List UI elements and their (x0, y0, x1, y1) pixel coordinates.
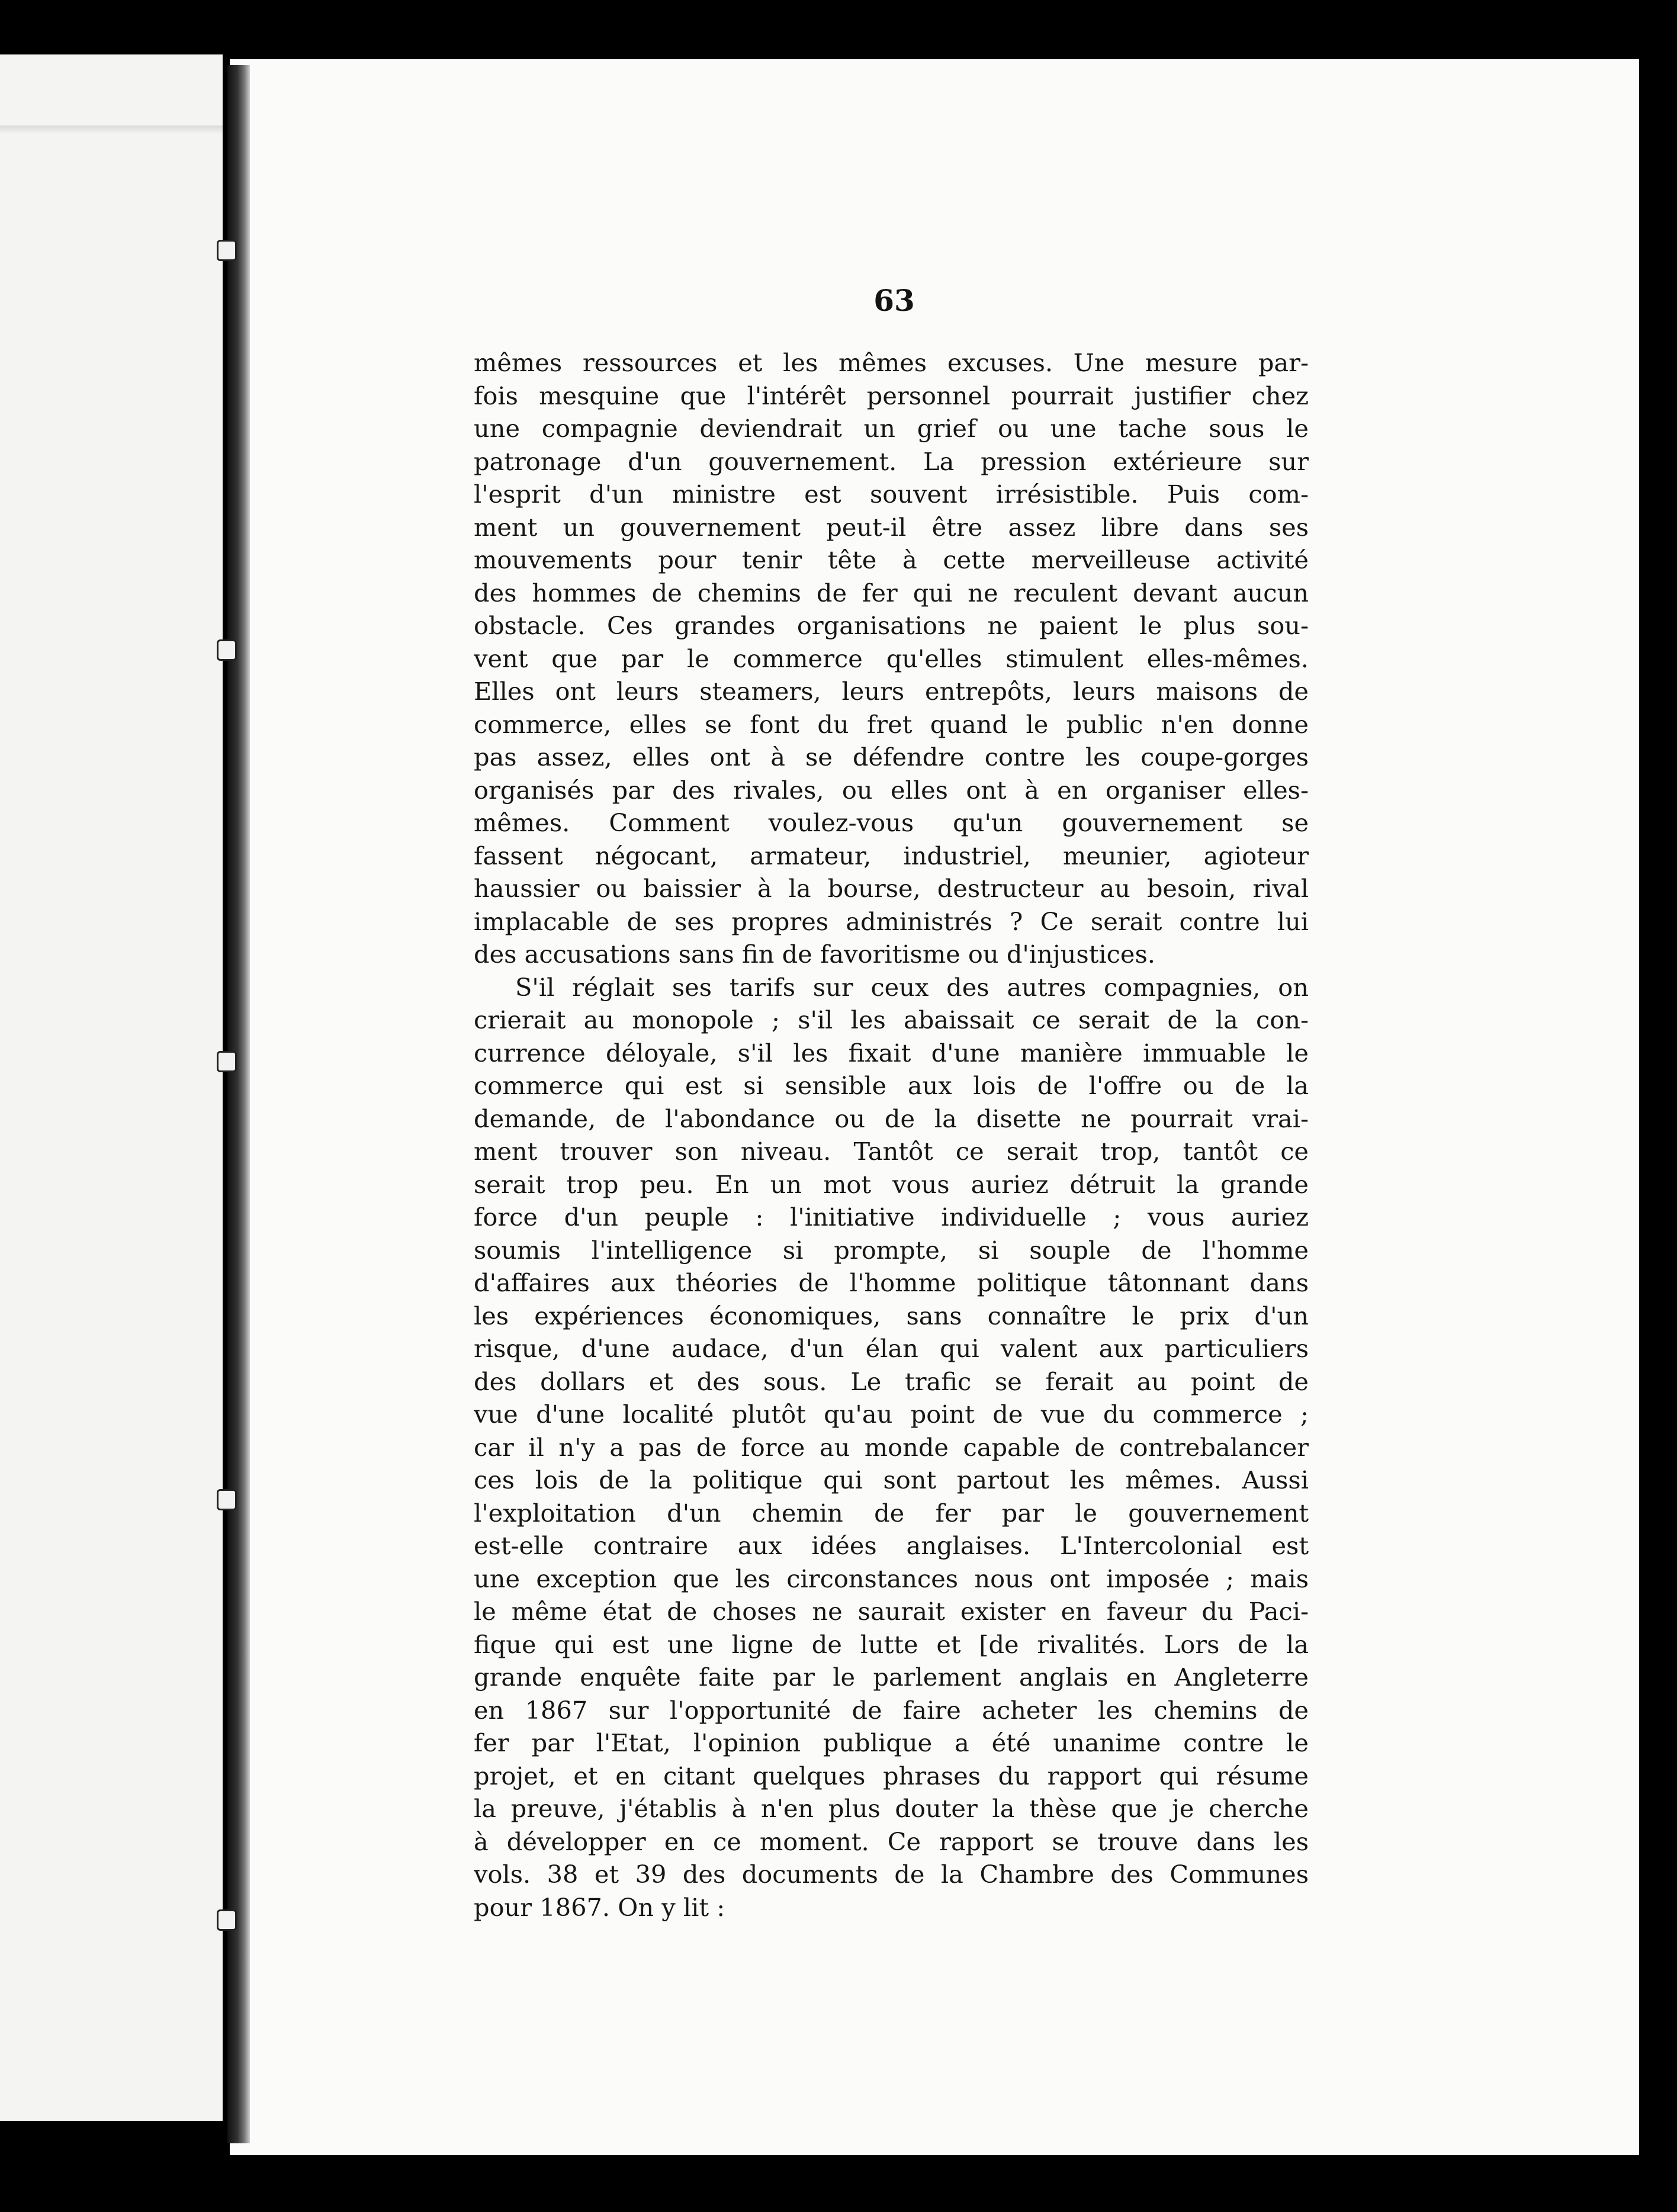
binding-stitch (217, 240, 237, 261)
text-line: grande enquête faite par le parlement anglais en Angleterre (474, 1663, 1309, 1692)
text-line: fer par l'Etat, l'opinion publique a été unanime contre le (474, 1728, 1309, 1757)
text-line: mouvements pour tenir tête à cette merveilleuse activité (474, 545, 1309, 574)
text-line: pas assez, elles ont à se défendre contre les coupe-gorges (474, 742, 1309, 771)
text-line: ces lois de la politique qui sont partout les mêmes. Aussi (474, 1465, 1309, 1494)
page-number: 63 (873, 283, 915, 318)
text-line: en 1867 sur l'opportunité de faire acheter les chemins de (474, 1695, 1309, 1725)
text-line: fois mesquine que l'intérêt personnel pourrait justifier chez (474, 381, 1309, 410)
text-line: crierait au monopole ; s'il les abaissait ce serait de la con- (474, 1005, 1309, 1034)
text-line: obstacle. Ces grandes organisations ne paient le plus sou- (474, 611, 1309, 640)
left-page-shadow (0, 126, 223, 134)
text-line: l'esprit d'un ministre est souvent irrésistible. Puis com- (474, 480, 1309, 509)
body-text (474, 346, 1309, 1924)
text-line: l'exploitation d'un chemin de fer par le gouvernement (474, 1498, 1309, 1528)
text-line: commerce, elles se font du fret quand le public n'en donne (474, 709, 1309, 739)
text-line: des accusations sans fin de favoritisme ou d'injustices. (474, 940, 1155, 969)
text-line: soumis l'intelligence si prompte, si souple de l'homme (474, 1235, 1309, 1265)
left-page-edge (0, 54, 223, 2121)
book-binding (227, 65, 250, 2143)
text-line: force d'un peuple : l'initiative individuelle ; vous auriez (474, 1203, 1309, 1232)
text-line: organisés par des rivales, ou elles ont à en organiser elles- (474, 775, 1309, 805)
text-line: commerce qui est si sensible aux lois de l'offre ou de la (474, 1071, 1309, 1100)
text-line: car il n'y a pas de force au monde capable de contrebalancer (474, 1432, 1309, 1462)
text-line: les expériences économiques, sans connaître le prix d'un (474, 1301, 1309, 1330)
text-line: mêmes. Comment voulez-vous qu'un gouvernement se (474, 808, 1309, 837)
text-line: S'il réglait ses tarifs sur ceux des autres compagnies, on (515, 972, 1309, 1002)
text-line: à développer en ce moment. Ce rapport se trouve dans les (474, 1827, 1309, 1856)
binding-stitch (217, 1051, 237, 1072)
text-line: fique qui est une ligne de lutte et [de rivalités. Lors de la (474, 1629, 1309, 1659)
text-line: ment un gouvernement peut-il être assez libre dans ses (474, 512, 1309, 542)
text-line: haussier ou baissier à la bourse, destructeur au besoin, rival (474, 874, 1309, 903)
text-line: currence déloyale, s'il les fixait d'une manière immuable le (474, 1038, 1309, 1068)
text-line: ment trouver son niveau. Tantôt ce serait trop, tantôt ce (474, 1137, 1309, 1166)
text-line: des dollars et des sous. Le trafic se ferait au point de (474, 1367, 1309, 1396)
text-line: demande, de l'abondance ou de la disette ne pourrait vrai- (474, 1104, 1309, 1133)
text-line: vue d'une localité plutôt qu'au point de vue du commerce ; (474, 1400, 1309, 1429)
text-line: vols. 38 et 39 des documents de la Chambre des Communes (474, 1860, 1309, 1889)
text-line: pour 1867. On y lit : (474, 1892, 725, 1922)
text-line: mêmes ressources et les mêmes excuses. Une mesure par- (474, 348, 1309, 377)
binding-stitch (217, 1909, 237, 1931)
text-line: une exception que les circonstances nous ont imposée ; mais (474, 1564, 1309, 1593)
text-line: projet, et en citant quelques phrases du rapport qui résume (474, 1761, 1309, 1790)
text-line: fassent négocant, armateur, industriel, meunier, agioteur (474, 841, 1309, 870)
binding-stitch (217, 639, 237, 661)
text-line: une compagnie deviendrait un grief ou une tache sous le (474, 414, 1309, 443)
binding-stitch (217, 1489, 237, 1510)
text-line: vent que par le commerce qu'elles stimulent elles-mêmes. (474, 644, 1309, 673)
text-line: implacable de ses propres administrés ? Ce serait contre lui (474, 906, 1309, 936)
text-line: la preuve, j'établis à n'en plus douter la thèse que je cherche (474, 1794, 1309, 1823)
text-line: des hommes de chemins de fer qui ne reculent devant aucun (474, 578, 1309, 607)
text-line: patronage d'un gouvernement. La pression extérieure sur (474, 446, 1309, 476)
text-line: risque, d'une audace, d'un élan qui valent aux particuliers (474, 1334, 1309, 1363)
text-line: Elles ont leurs steamers, leurs entrepôts, leurs maisons de (474, 677, 1309, 706)
text-line: est-elle contraire aux idées anglaises. L'Intercolonial est (474, 1531, 1309, 1560)
text-line: le même état de choses ne saurait exister en faveur du Paci- (474, 1597, 1309, 1626)
text-line: serait trop peu. En un mot vous auriez détruit la grande (474, 1169, 1309, 1199)
text-line: d'affaires aux théories de l'homme politique tâtonnant dans (474, 1268, 1309, 1297)
